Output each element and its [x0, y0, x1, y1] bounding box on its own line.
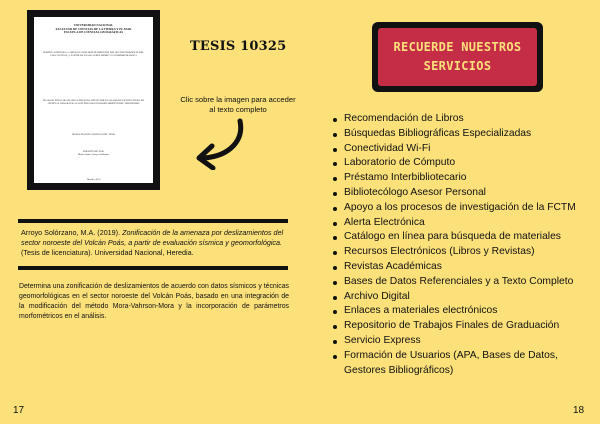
services-badge [372, 22, 543, 92]
cover-degree-note: TRABAJO FINAL DE GRADUACIÓN PARA OPTAR POR EL GRADO DE LICENCIATURA EN CIENCIAS GEOGRÁFICAS CON ÉNFASIS EN ORDENAMIENTO DEL TERRITORIO [42, 99, 145, 105]
service-item: Recomendación de Libros [332, 112, 594, 127]
service-item: Repositorio de Trabajos Finales de Graduación [332, 319, 594, 334]
click-instruction: Clic sobre la imagen para acceder al texto completo [180, 95, 296, 114]
curved-arrow-icon [190, 118, 252, 170]
service-item: Revistas Académicas [332, 260, 594, 275]
service-item: Búsquedas Bibliográficas Especializadas [332, 127, 594, 142]
service-item: Laboratorio de Cómputo [332, 156, 594, 171]
service-item: Enlaces a materiales electrónicos [332, 304, 594, 319]
service-item: Catálogo en línea para búsqueda de materiales [332, 230, 594, 245]
cover-place-date: Heredia, 2019 [86, 178, 101, 181]
cover-university: UNIVERSIDAD NACIONAL FACULTAD DE CIENCIAS DE LA TIERRA Y EL MAR ESCUELA DE CIENCIAS GEOGRÁFICAS [55, 23, 132, 35]
services-badge-inner [378, 28, 537, 86]
service-item: Bibliotecólogo Asesor Personal [332, 186, 594, 201]
thesis-number-title: TESIS 10325 [190, 39, 287, 54]
citation-author-year: Arroyo Solórzano, M.A. (2019). [21, 228, 121, 237]
abstract: Determina una zonificación de deslizamientos de acuerdo con datos sísmicos y técnicas geomorfológicas en el sector noroeste del Volcán Poás, basado en una integración de la modificación del método Mora-Vahrson-Mora y la incorporación de parámetros morfométricos en el análisis. [19, 283, 289, 321]
service-item: Servicio Express [332, 334, 594, 349]
cover-thesis-title: ZONIFICACIÓN DE LA AMENAZA POR DESLIZAMIENTOS DEL SECTOR NOROESTE DEL VOLCÁN POÁS, A PARTIR DE EVALUACIÓN SÍSMICA Y GEOMORFOLÓGICA [43, 51, 144, 57]
citation-title: Zonificación de la amenaza por deslizamientos del sector noroeste del Volcán Poás, a partir de evaluación sísmica y geomorfológica. [21, 228, 284, 248]
service-item: Préstamo Interbibliotecario [332, 171, 594, 186]
citation [21, 228, 289, 258]
citation-divider-bottom [18, 266, 288, 270]
service-item: Bases de Datos Referenciales y a Texto Completo [332, 275, 594, 290]
cover-modality: MODALIDAD DE GRADUACIÓN: TESIS [72, 133, 115, 136]
services-badge-text: RECUERDE NUESTROS SERVICIOS [393, 40, 522, 73]
citation-note: (Tesis de licenciatura). Universidad Nacional, Heredia. [21, 248, 194, 258]
thesis-cover-link[interactable] [27, 10, 160, 190]
service-item: Archivo Digital [332, 290, 594, 305]
cover-page[interactable] [34, 17, 153, 183]
page-number-left: 17 [13, 405, 25, 416]
citation-divider-top [18, 219, 288, 223]
service-item: Formación de Usuarios (APA, Bases de Datos, Gestores Bibliográficos) [332, 349, 594, 379]
services-list [332, 112, 594, 378]
service-item: Apoyo a los procesos de investigación de la FCTM [332, 201, 594, 216]
service-item: Recursos Electrónicos (Libros y Revistas) [332, 245, 594, 260]
service-item: Conectividad Wi-Fi [332, 142, 594, 157]
service-item: Alerta Electrónica [332, 216, 594, 231]
page-number-right: 18 [573, 405, 585, 416]
cover-author: PRESENTADO POR: Maria Andrea Arroyo Solórzano [78, 150, 109, 156]
